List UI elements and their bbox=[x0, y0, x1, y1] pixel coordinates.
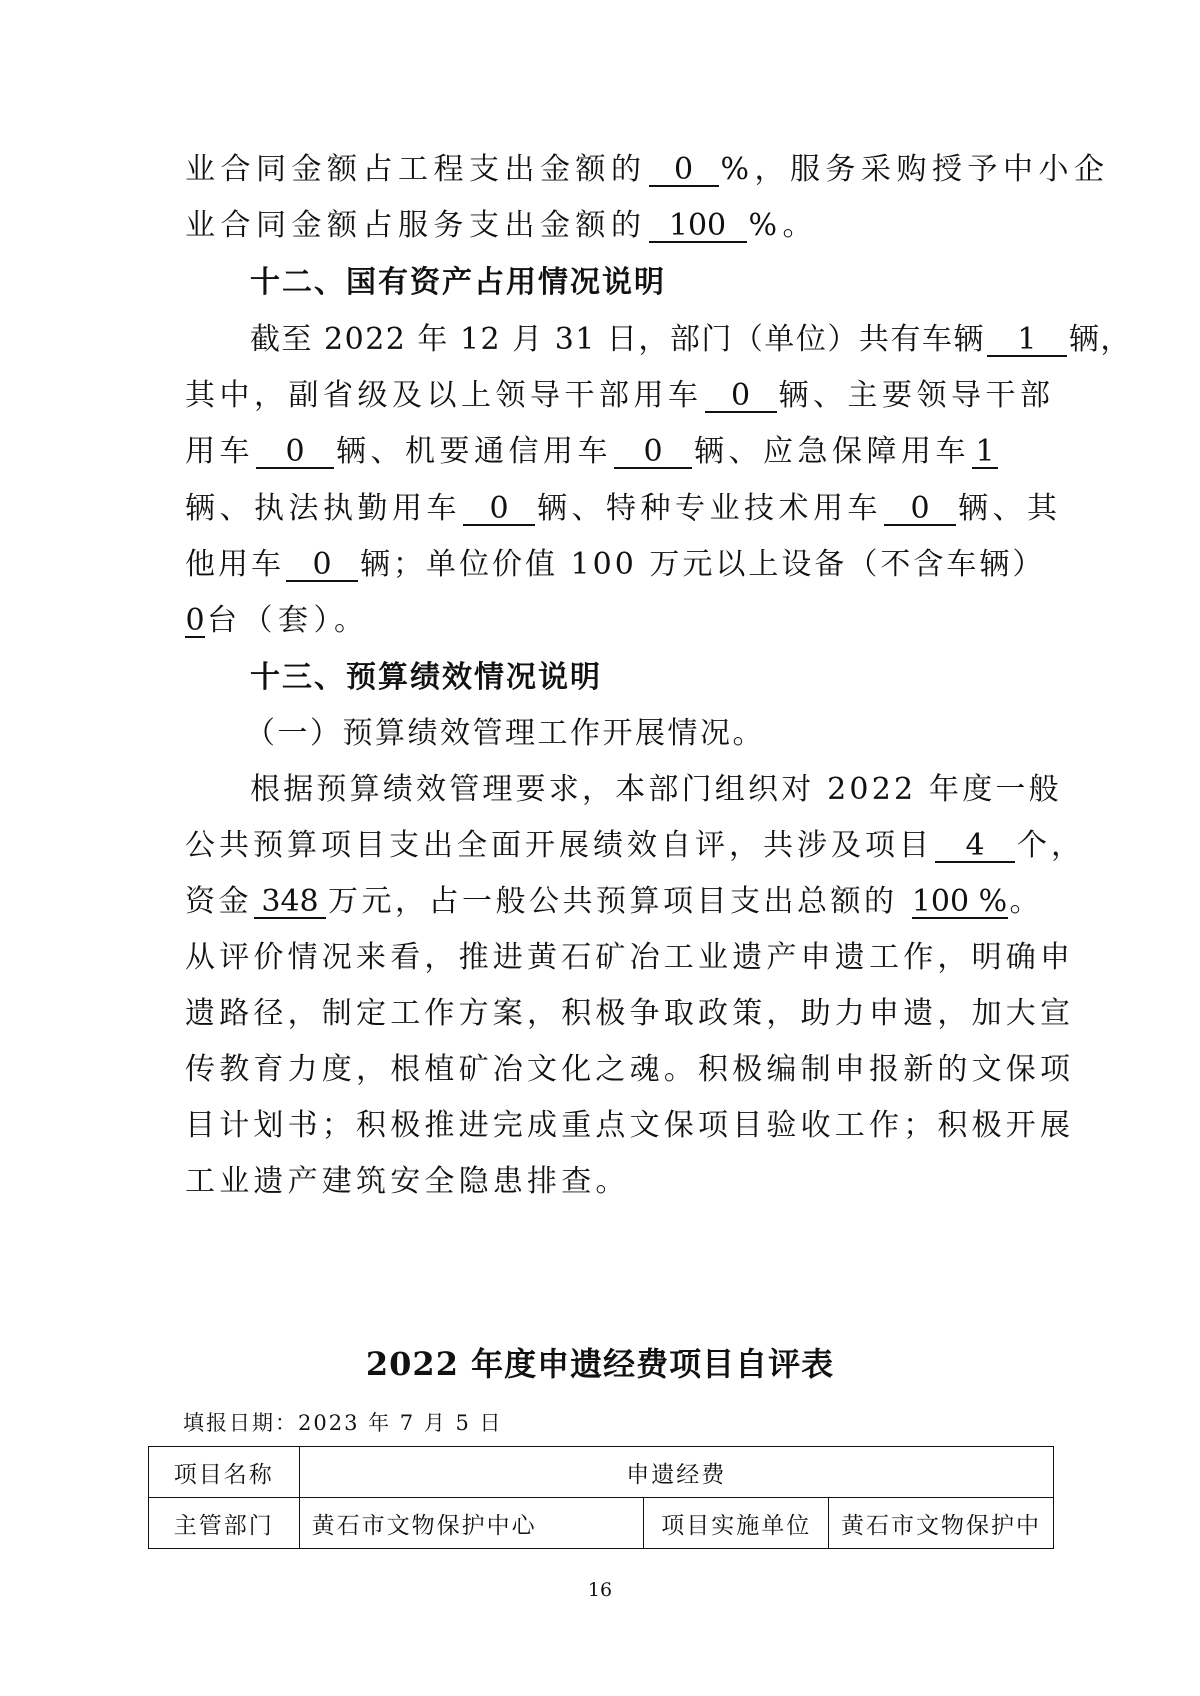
subheading: （一）预算绩效管理工作开展情况。 bbox=[245, 716, 765, 751]
filled-value: 348 bbox=[254, 887, 326, 919]
table-row bbox=[149, 1447, 1054, 1498]
filled-value: 4 bbox=[935, 831, 1015, 863]
text-line: 从评价情况来看，推进黄石矿冶工业遗产申遗工作，明确申 bbox=[185, 940, 1075, 975]
table-row bbox=[149, 1498, 1054, 1549]
fill-date: 填报日期：2023 年 7 月 5 日 bbox=[183, 1411, 503, 1435]
text-line: 他用车 0 辆；单位价值 100 万元以上设备（不含车辆） bbox=[185, 547, 1046, 582]
self-assessment-table bbox=[148, 1446, 1054, 1549]
text-line: 传教育力度，根植矿冶文化之魂。积极编制申报新的文保项 bbox=[185, 1052, 1075, 1087]
filled-value: 0 bbox=[463, 494, 535, 526]
filled-value: 1 bbox=[987, 325, 1067, 357]
cell-implementer-label: 项目实施单位 bbox=[644, 1498, 829, 1549]
text-line: 其中，副省级及以上领导干部用车 0 辆、主要领导干部 bbox=[185, 378, 1055, 413]
text-line: 遗路径，制定工作方案，积极争取政策，助力申遗，加大宣 bbox=[185, 996, 1075, 1031]
filled-value: 0 bbox=[286, 550, 358, 582]
cell-implementer: 黄石市文物保护中 bbox=[829, 1498, 1054, 1549]
filled-value: 100 bbox=[649, 211, 747, 243]
filled-value: 0 bbox=[256, 437, 334, 469]
cell-department: 黄石市文物保护中心 bbox=[299, 1498, 644, 1549]
filled-value: 100 % bbox=[911, 884, 1008, 919]
text-line: 资金 348 万元，占一般公共预算项目支出总额的 100 %。 bbox=[185, 884, 1043, 919]
cell-project-name-label: 项目名称 bbox=[149, 1447, 300, 1498]
filled-value: 0 bbox=[705, 381, 777, 413]
text-line: 目计划书；积极推进完成重点文保项目验收工作；积极开展 bbox=[185, 1108, 1075, 1143]
table-title: 2022 年度申遗经费项目自评表 bbox=[365, 1345, 835, 1383]
text-line: 根据预算绩效管理要求，本部门组织对 2022 年度一般 bbox=[250, 772, 1062, 807]
filled-value: 0 bbox=[614, 437, 692, 469]
page-number: 16 bbox=[587, 1579, 613, 1601]
filled-value: 1 bbox=[972, 437, 998, 469]
section-heading-12: 十二、国有资产占用情况说明 bbox=[250, 265, 666, 300]
text-line: 辆、执法执勤用车 0 辆、特种专业技术用车 0 辆、其 bbox=[185, 491, 1062, 526]
filled-value: 0 bbox=[185, 603, 205, 638]
text-line: 业合同金额占服务支出金额的 100 %。 bbox=[185, 208, 819, 243]
text-line: 公共预算项目支出全面开展绩效自评，共涉及项目 4 个， bbox=[185, 828, 1085, 863]
filled-value: 0 bbox=[649, 155, 719, 187]
text-line: 0台（套）。 bbox=[185, 603, 370, 638]
cell-project-name: 申遗经费 bbox=[299, 1447, 1053, 1498]
text-line: 业合同金额占工程支出金额的 0 %，服务采购授予中小企 bbox=[185, 152, 1110, 187]
text-line: 截至 2022 年 12 月 31 日，部门（单位）共有车辆 1 辆， bbox=[250, 322, 1132, 357]
text-line: 工业遗产建筑安全隐患排查。 bbox=[185, 1164, 630, 1199]
filled-value: 0 bbox=[884, 494, 956, 526]
text-line: 用车 0 辆、机要通信用车 0 辆、应急保障用车 1 bbox=[185, 432, 1020, 472]
section-heading-13: 十三、预算绩效情况说明 bbox=[250, 660, 602, 695]
cell-department-label: 主管部门 bbox=[149, 1498, 300, 1549]
